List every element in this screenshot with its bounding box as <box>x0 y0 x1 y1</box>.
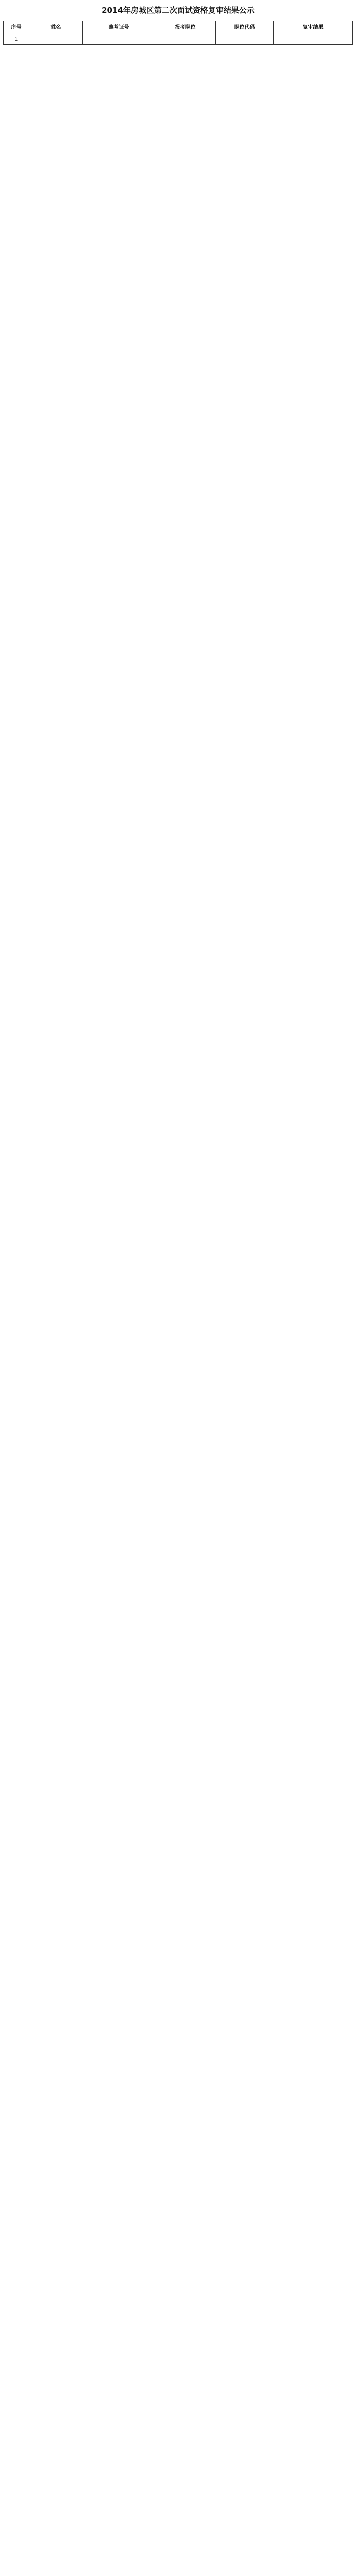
table-header-row <box>4 21 353 35</box>
column-header: 职位代码 <box>216 21 274 35</box>
page <box>0 0 356 45</box>
document-title: 2014年房城区第二次面试资格复审结果公示 <box>101 6 255 15</box>
table-cell <box>155 35 216 45</box>
column-header: 序号 <box>4 21 29 35</box>
column-header: 准考证号 <box>83 21 155 35</box>
table-row <box>4 35 353 45</box>
column-header: 姓名 <box>29 21 83 35</box>
column-header: 复审结果 <box>274 21 353 35</box>
table-cell: 1 <box>4 35 29 45</box>
table-cell <box>274 35 353 45</box>
table-cell <box>83 35 155 45</box>
table-cell <box>29 35 83 45</box>
column-header: 报考职位 <box>155 21 216 35</box>
results-table <box>3 21 353 45</box>
table-body <box>4 35 353 45</box>
table-cell <box>216 35 274 45</box>
